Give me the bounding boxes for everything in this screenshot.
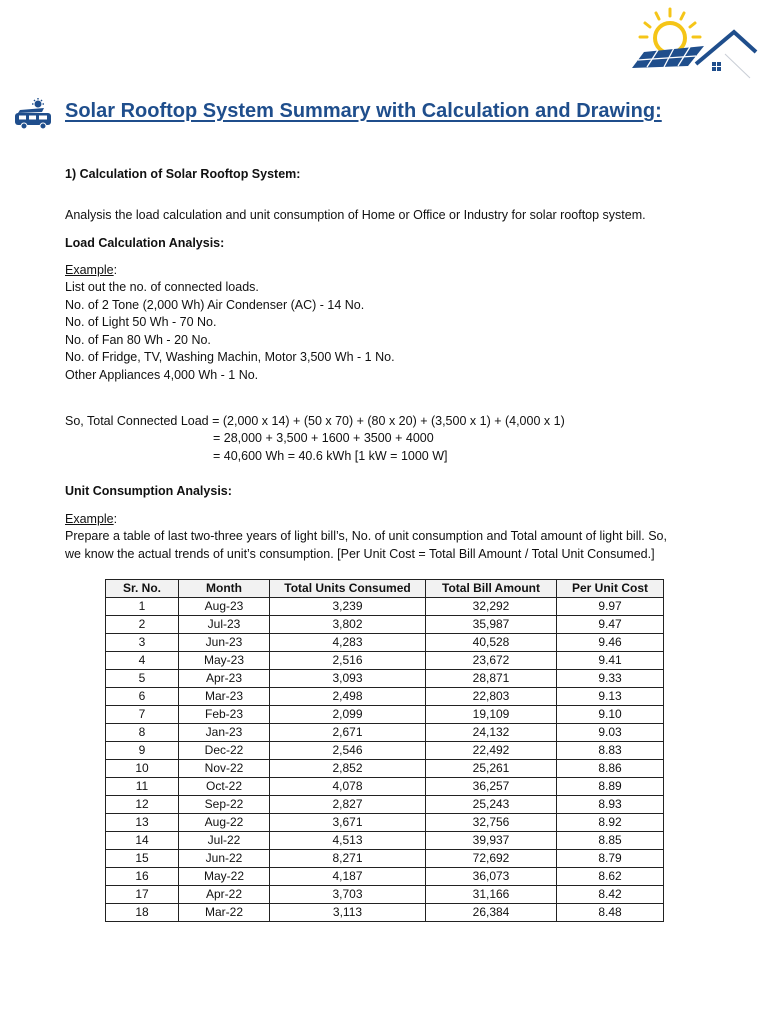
- table-cell: 19,109: [426, 706, 557, 724]
- column-header: Total Units Consumed: [270, 580, 426, 598]
- unit-text-line: Prepare a table of last two-three years of light bill’s, No. of unit consumption and Total amount of light bill. So,: [65, 529, 667, 543]
- table-cell: Nov-22: [179, 760, 270, 778]
- table-cell: Aug-23: [179, 598, 270, 616]
- table-cell: May-23: [179, 652, 270, 670]
- table-cell: 9.41: [557, 652, 664, 670]
- table-cell: 22,492: [426, 742, 557, 760]
- table-cell: Jun-23: [179, 634, 270, 652]
- table-cell: 3,093: [270, 670, 426, 688]
- table-row: [106, 742, 664, 760]
- table-cell: Jul-23: [179, 616, 270, 634]
- table-cell: 31,166: [426, 886, 557, 904]
- table-cell: Feb-23: [179, 706, 270, 724]
- table-cell: 8,271: [270, 850, 426, 868]
- table-cell: 2,498: [270, 688, 426, 706]
- page-title: Solar Rooftop System Summary with Calculation and Drawing:: [65, 100, 662, 122]
- table-cell: 8.89: [557, 778, 664, 796]
- table-cell: 4,078: [270, 778, 426, 796]
- table-cell: 9.46: [557, 634, 664, 652]
- table-cell: 2,671: [270, 724, 426, 742]
- table-cell: 4,513: [270, 832, 426, 850]
- table-cell: Sep-22: [179, 796, 270, 814]
- table-cell: 8.79: [557, 850, 664, 868]
- table-row: [106, 652, 664, 670]
- table-cell: 9: [106, 742, 179, 760]
- table-row: [106, 760, 664, 778]
- intro-text: Analysis the load calculation and unit consumption of Home or Office or Industry for solar rooftop system.: [65, 208, 646, 222]
- table-row: [106, 706, 664, 724]
- table-cell: Mar-23: [179, 688, 270, 706]
- table-cell: Dec-22: [179, 742, 270, 760]
- table-cell: 11: [106, 778, 179, 796]
- solar-house-logo: [630, 6, 758, 82]
- table-cell: 8.48: [557, 904, 664, 922]
- table-cell: 32,292: [426, 598, 557, 616]
- table-cell: 2,827: [270, 796, 426, 814]
- example-colon: :: [113, 263, 118, 277]
- table-cell: 15: [106, 850, 179, 868]
- table-cell: 10: [106, 760, 179, 778]
- table-cell: 36,073: [426, 868, 557, 886]
- table-cell: 26,384: [426, 904, 557, 922]
- table-row: [106, 688, 664, 706]
- table-cell: 2,516: [270, 652, 426, 670]
- table-cell: 2,852: [270, 760, 426, 778]
- title-row: [14, 98, 754, 132]
- table-row: [106, 634, 664, 652]
- table-cell: 8.62: [557, 868, 664, 886]
- table-cell: 4,283: [270, 634, 426, 652]
- unit-consumption-heading: Unit Consumption Analysis:: [65, 484, 232, 498]
- table-cell: 8.85: [557, 832, 664, 850]
- table-cell: 8.83: [557, 742, 664, 760]
- example-label: Example: [65, 263, 114, 277]
- load-line: No. of Fan 80 Wh - 20 No.: [65, 332, 211, 347]
- table-cell: Oct-22: [179, 778, 270, 796]
- table-cell: 9.47: [557, 616, 664, 634]
- table-body: [106, 598, 664, 922]
- load-line: No. of 2 Tone (2,000 Wh) Air Condenser (AC) - 14 No.: [65, 297, 365, 312]
- table-cell: 72,692: [426, 850, 557, 868]
- table-cell: 2: [106, 616, 179, 634]
- unit-example-label: [65, 511, 117, 529]
- table-cell: 8.42: [557, 886, 664, 904]
- table-row: [106, 850, 664, 868]
- table-cell: Apr-22: [179, 886, 270, 904]
- total-load-line: = 40,600 Wh = 40.6 kWh [1 kW = 1000 W]: [213, 449, 448, 463]
- table-cell: 28,871: [426, 670, 557, 688]
- table-cell: Jan-23: [179, 724, 270, 742]
- table-cell: 24,132: [426, 724, 557, 742]
- column-header: Sr. No.: [106, 580, 179, 598]
- table-cell: 13: [106, 814, 179, 832]
- table-cell: 16: [106, 868, 179, 886]
- table-cell: 5: [106, 670, 179, 688]
- table-header-row: [106, 580, 664, 598]
- table-cell: 3,239: [270, 598, 426, 616]
- table-cell: 4: [106, 652, 179, 670]
- table-cell: 2,099: [270, 706, 426, 724]
- table-row: [106, 670, 664, 688]
- bill-table: [105, 579, 664, 922]
- table-cell: 40,528: [426, 634, 557, 652]
- total-load-line: = 28,000 + 3,500 + 1600 + 3500 + 4000: [213, 431, 434, 445]
- table-cell: Aug-22: [179, 814, 270, 832]
- table-cell: 23,672: [426, 652, 557, 670]
- table-cell: 8: [106, 724, 179, 742]
- table-cell: 3,113: [270, 904, 426, 922]
- sun-icon: [640, 9, 700, 53]
- table-row: [106, 616, 664, 634]
- table-cell: Jul-22: [179, 832, 270, 850]
- table-cell: 3,802: [270, 616, 426, 634]
- table-cell: 9.33: [557, 670, 664, 688]
- table-cell: 25,261: [426, 760, 557, 778]
- load-line: No. of Fridge, TV, Washing Machin, Motor 3,500 Wh - 1 No.: [65, 350, 395, 365]
- table-cell: 18: [106, 904, 179, 922]
- example-colon: :: [113, 512, 118, 526]
- load-line: List out the no. of connected loads.: [65, 280, 259, 294]
- table-cell: 17: [106, 886, 179, 904]
- section-heading: 1) Calculation of Solar Rooftop System:: [65, 167, 301, 181]
- table-cell: 9.03: [557, 724, 664, 742]
- unit-text-line: we know the actual trends of unit’s consumption. [Per Unit Cost = Total Bill Amount / Total Unit Consumed.]: [65, 547, 655, 561]
- table-cell: 1: [106, 598, 179, 616]
- table-cell: 2,546: [270, 742, 426, 760]
- table-row: [106, 778, 664, 796]
- load-example-label: [65, 262, 117, 280]
- table-cell: 4,187: [270, 868, 426, 886]
- load-calculation-heading: Load Calculation Analysis:: [65, 236, 225, 250]
- solar-van-icon: [14, 98, 54, 130]
- table-cell: 32,756: [426, 814, 557, 832]
- table-cell: 8.86: [557, 760, 664, 778]
- table-cell: 22,803: [426, 688, 557, 706]
- table-row: [106, 598, 664, 616]
- table-cell: 3: [106, 634, 179, 652]
- table-cell: May-22: [179, 868, 270, 886]
- table-cell: 6: [106, 688, 179, 706]
- column-header: Per Unit Cost: [557, 580, 664, 598]
- table-row: [106, 796, 664, 814]
- table-row: [106, 724, 664, 742]
- table-cell: 9.13: [557, 688, 664, 706]
- table-row: [106, 814, 664, 832]
- table-cell: 39,937: [426, 832, 557, 850]
- table-cell: 35,987: [426, 616, 557, 634]
- table-cell: 3,703: [270, 886, 426, 904]
- table-cell: 8.92: [557, 814, 664, 832]
- table-cell: Jun-22: [179, 850, 270, 868]
- table-cell: 7: [106, 706, 179, 724]
- table-row: [106, 886, 664, 904]
- table-row: [106, 904, 664, 922]
- table-cell: 14: [106, 832, 179, 850]
- load-list: [65, 279, 395, 385]
- table-cell: 12: [106, 796, 179, 814]
- example-label: Example: [65, 512, 114, 526]
- total-load-line: So, Total Connected Load = (2,000 x 14) + (50 x 70) + (80 x 20) + (3,500 x 1) + (4,000 x 1): [65, 414, 565, 428]
- load-line: Other Appliances 4,000 Wh - 1 No.: [65, 367, 259, 382]
- table-cell: 25,243: [426, 796, 557, 814]
- table-row: [106, 832, 664, 850]
- table-cell: 9.10: [557, 706, 664, 724]
- table-row: [106, 868, 664, 886]
- load-line: No. of Light 50 Wh - 70 No.: [65, 315, 217, 330]
- column-header: Month: [179, 580, 270, 598]
- table-cell: 36,257: [426, 778, 557, 796]
- table-cell: 9.97: [557, 598, 664, 616]
- table-cell: Mar-22: [179, 904, 270, 922]
- column-header: Total Bill Amount: [426, 580, 557, 598]
- table-cell: 3,671: [270, 814, 426, 832]
- table-cell: 8.93: [557, 796, 664, 814]
- table-cell: Apr-23: [179, 670, 270, 688]
